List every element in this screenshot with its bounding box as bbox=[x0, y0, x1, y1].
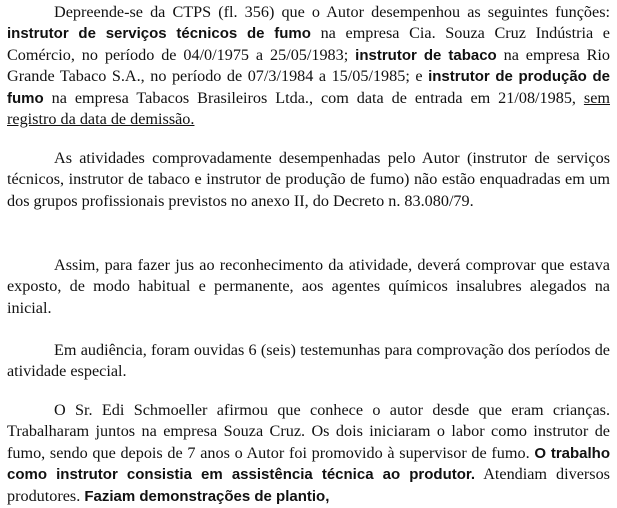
text-segment: Depreende-se da CTPS (fl. 356) que o Autor desempenhou as seguintes funções: bbox=[54, 3, 610, 21]
text-segment: na empresa Tabacos Brasileiros Ltda., com data de entrada em 21/08/1985, bbox=[43, 88, 584, 107]
text-segment: As atividades comprovadamente desempenhadas pelo Autor (instrutor de serviços técnicos, instrutor de tabaco e instrutor de produção de fumo) não estão enquadradas em um dos grupos profissionais previstos no anexo II, do Decreto n. 83.080/79. bbox=[7, 149, 610, 210]
paragraph-hearing-witnesses bbox=[7, 340, 610, 383]
text-segment: na empresa Rio Grande Tabaco S.A., no período de 07/3/1984 a 15/05/1985; e bbox=[7, 45, 611, 86]
paragraph-witness-testimony bbox=[7, 400, 610, 507]
bold-instructor-work-description: O trabalho como instrutor consistia em assistência técnica ao produtor. bbox=[7, 444, 610, 484]
text-segment: Atendiam diversos produtores. bbox=[7, 465, 610, 505]
paragraph-exposure-requirement bbox=[7, 255, 610, 319]
bold-job-title-tecnicos-fumo: instrutor de serviços técnicos de fumo bbox=[7, 25, 311, 43]
text-segment: O Sr. Edi Schmoeller afirmou que conhece o autor desde que eram crianças. Trabalharam juntos na empresa Souza Cruz. Os dois iniciaram o labor como instrutor de fumo, sendo que depois de 7 anos o Autor foi promovido à supervisor de fumo. bbox=[7, 401, 610, 462]
text-segment: na empresa Cia. Souza Cruz Indústria e Comércio, no período de 04/0/1975 a 25/05/1983; bbox=[7, 24, 610, 64]
underlined-no-dismissal-date: sem registro da data de demissão. bbox=[7, 88, 610, 129]
bold-job-title-producao-fumo: instrutor de produção de fumo bbox=[7, 68, 610, 107]
text-segment: Em audiência, foram ouvidas 6 (seis) testemunhas para comprovação dos períodos de atividade especial. bbox=[7, 341, 610, 381]
text-segment: Assim, para fazer jus ao reconhecimento da atividade, deverá comprovar que estava exposto, de modo habitual e permanente, aos agentes químicos insalubres alegados na inicial. bbox=[7, 256, 610, 317]
bold-job-title-tabaco: instrutor de tabaco bbox=[355, 46, 497, 64]
bold-planting-demonstrations: Faziam demonstrações de plantio, bbox=[84, 487, 330, 505]
paragraph-activities-not-classified bbox=[7, 148, 610, 212]
paragraph-ctps-functions bbox=[7, 2, 610, 130]
